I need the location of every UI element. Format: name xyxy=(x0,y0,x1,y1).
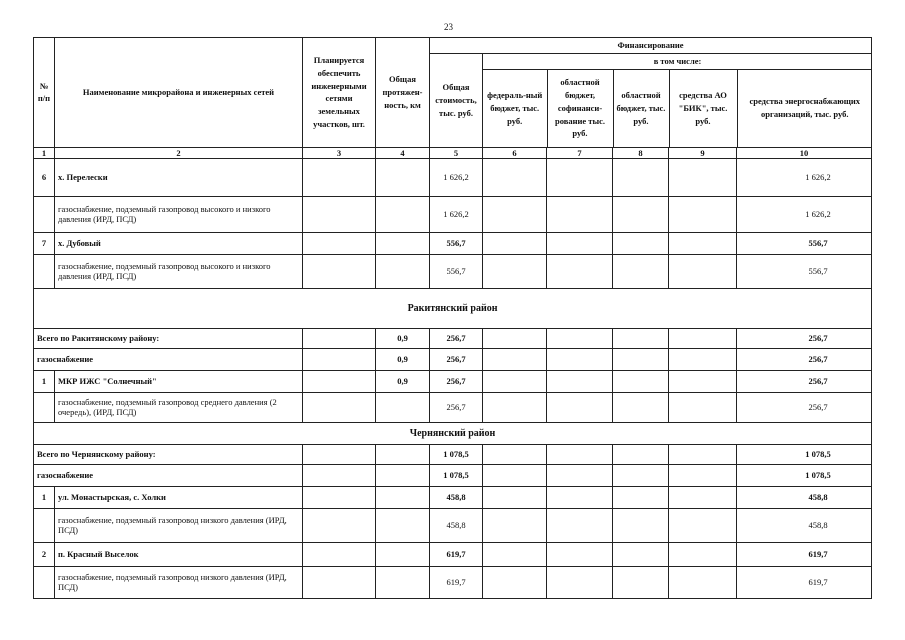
cell-energy: 1 078,5 xyxy=(737,464,872,486)
row-num: 6 xyxy=(34,158,55,196)
row-name: х. Дубовый xyxy=(55,232,303,254)
cell-total: 458,8 xyxy=(430,486,483,508)
section-title: Чернянский район xyxy=(34,422,872,444)
row-name: газоснабжение, подземный газопровод высокого и низкого давления (ИРД, ПСД) xyxy=(55,254,303,288)
cell-total: 458,8 xyxy=(430,508,483,542)
cell-energy: 256,7 xyxy=(737,348,872,370)
row-name: х. Перелески xyxy=(55,158,303,196)
row-num: 1 xyxy=(34,370,55,392)
cell-energy: 458,8 xyxy=(737,508,872,542)
row-num: 2 xyxy=(34,542,55,566)
row-name: газоснабжение, подземный газопровод низкого давления (ИРД, ПСД) xyxy=(55,566,303,598)
cell-energy: 256,7 xyxy=(737,328,872,348)
table-row xyxy=(34,254,872,288)
row-name: МКР ИЖС "Солнечный" xyxy=(55,370,303,392)
row-name: Всего по Чернянскому району: xyxy=(34,444,303,464)
table-row xyxy=(34,196,872,232)
cell-energy: 458,8 xyxy=(737,486,872,508)
cell-total: 256,7 xyxy=(430,348,483,370)
header-federal: федераль-ный бюджет, тыс. руб. xyxy=(483,69,547,147)
table-row xyxy=(34,444,872,464)
row-num: 7 xyxy=(34,232,55,254)
column-number: 5 xyxy=(430,147,483,158)
column-number: 8 xyxy=(613,147,669,158)
header-num: № п/п xyxy=(34,38,55,148)
table-row xyxy=(34,328,872,348)
cell-total: 556,7 xyxy=(430,232,483,254)
column-number: 4 xyxy=(376,147,430,158)
row-name: газоснабжение xyxy=(34,348,303,370)
cell-length: 0,9 xyxy=(376,370,430,392)
cell-energy: 556,7 xyxy=(737,254,872,288)
row-name: газоснабжение, подземный газопровод высокого и низкого давления (ИРД, ПСД) xyxy=(55,196,303,232)
table-row xyxy=(34,464,872,486)
header-including: в том числе: xyxy=(483,54,872,69)
section-row xyxy=(34,288,872,328)
row-name: ул. Монастырская, с. Холки xyxy=(55,486,303,508)
cell-total: 1 078,5 xyxy=(430,444,483,464)
column-number: 3 xyxy=(303,147,376,158)
header-regional-cofin: областной бюджет, софинанси-рование тыс. руб. xyxy=(547,69,613,147)
column-number: 9 xyxy=(669,147,737,158)
header-total: Общая стоимость, тыс. руб. xyxy=(430,53,483,147)
page-number: 23 xyxy=(444,22,453,32)
cell-total: 1 626,2 xyxy=(430,196,483,232)
column-number: 6 xyxy=(483,147,547,158)
cell-length: 0,9 xyxy=(376,348,430,370)
cell-total: 556,7 xyxy=(430,254,483,288)
table-row xyxy=(34,486,872,508)
cell-energy: 1 626,2 xyxy=(737,196,872,232)
table-row xyxy=(34,370,872,392)
table-row xyxy=(34,392,872,422)
cell-energy: 1 078,5 xyxy=(737,444,872,464)
header-bik: средства АО "БИК", тыс. руб. xyxy=(669,69,737,147)
financing-table xyxy=(33,37,872,599)
section-row xyxy=(34,422,872,444)
cell-total: 619,7 xyxy=(430,542,483,566)
cell-total: 619,7 xyxy=(430,566,483,598)
cell-total: 1 626,2 xyxy=(430,158,483,196)
row-name: Всего по Ракитянскому району: xyxy=(34,328,303,348)
table-row xyxy=(34,566,872,598)
table-row xyxy=(34,232,872,254)
cell-length xyxy=(376,158,430,196)
table-row xyxy=(34,542,872,566)
cell-total: 1 078,5 xyxy=(430,464,483,486)
row-name: п. Красный Выселок xyxy=(55,542,303,566)
header-length: Общая протяжен-ность, км xyxy=(376,38,430,148)
header-financing: Финансирование xyxy=(430,38,872,54)
column-number: 2 xyxy=(55,147,303,158)
section-title: Ракитянский район xyxy=(34,288,872,328)
cell-energy: 556,7 xyxy=(737,232,872,254)
column-numbers-row xyxy=(34,147,872,158)
cell-plots xyxy=(303,158,376,196)
cell-length: 0,9 xyxy=(376,328,430,348)
column-number: 1 xyxy=(34,147,55,158)
cell-total: 256,7 xyxy=(430,328,483,348)
column-number: 10 xyxy=(737,147,872,158)
cell-total: 256,7 xyxy=(430,392,483,422)
cell-energy: 256,7 xyxy=(737,370,872,392)
cell-energy: 256,7 xyxy=(737,392,872,422)
row-name: газоснабжение xyxy=(34,464,303,486)
table-row xyxy=(34,348,872,370)
header-energy: средства энергоснабжающих организаций, тыс. руб. xyxy=(749,96,861,120)
header-including-group xyxy=(483,53,872,147)
cell-energy: 1 626,2 xyxy=(737,158,872,196)
row-name: газоснабжение, подземный газопровод среднего давления (2 очередь), (ИРД, ПСД) xyxy=(55,392,303,422)
cell-energy: 619,7 xyxy=(737,566,872,598)
table-row xyxy=(34,158,872,196)
column-number: 7 xyxy=(547,147,613,158)
header-regional: областной бюджет, тыс. руб. xyxy=(613,69,669,147)
header-plots: Планируется обеспечить инженерными сетями земельных участков, шт. xyxy=(303,38,376,148)
table-row xyxy=(34,508,872,542)
cell-total: 256,7 xyxy=(430,370,483,392)
row-num: 1 xyxy=(34,486,55,508)
row-name: газоснабжение, подземный газопровод низкого давления (ИРД, ПСД) xyxy=(55,508,303,542)
cell-energy: 619,7 xyxy=(737,542,872,566)
header-name: Наименование микрорайона и инженерных сетей xyxy=(55,38,303,148)
